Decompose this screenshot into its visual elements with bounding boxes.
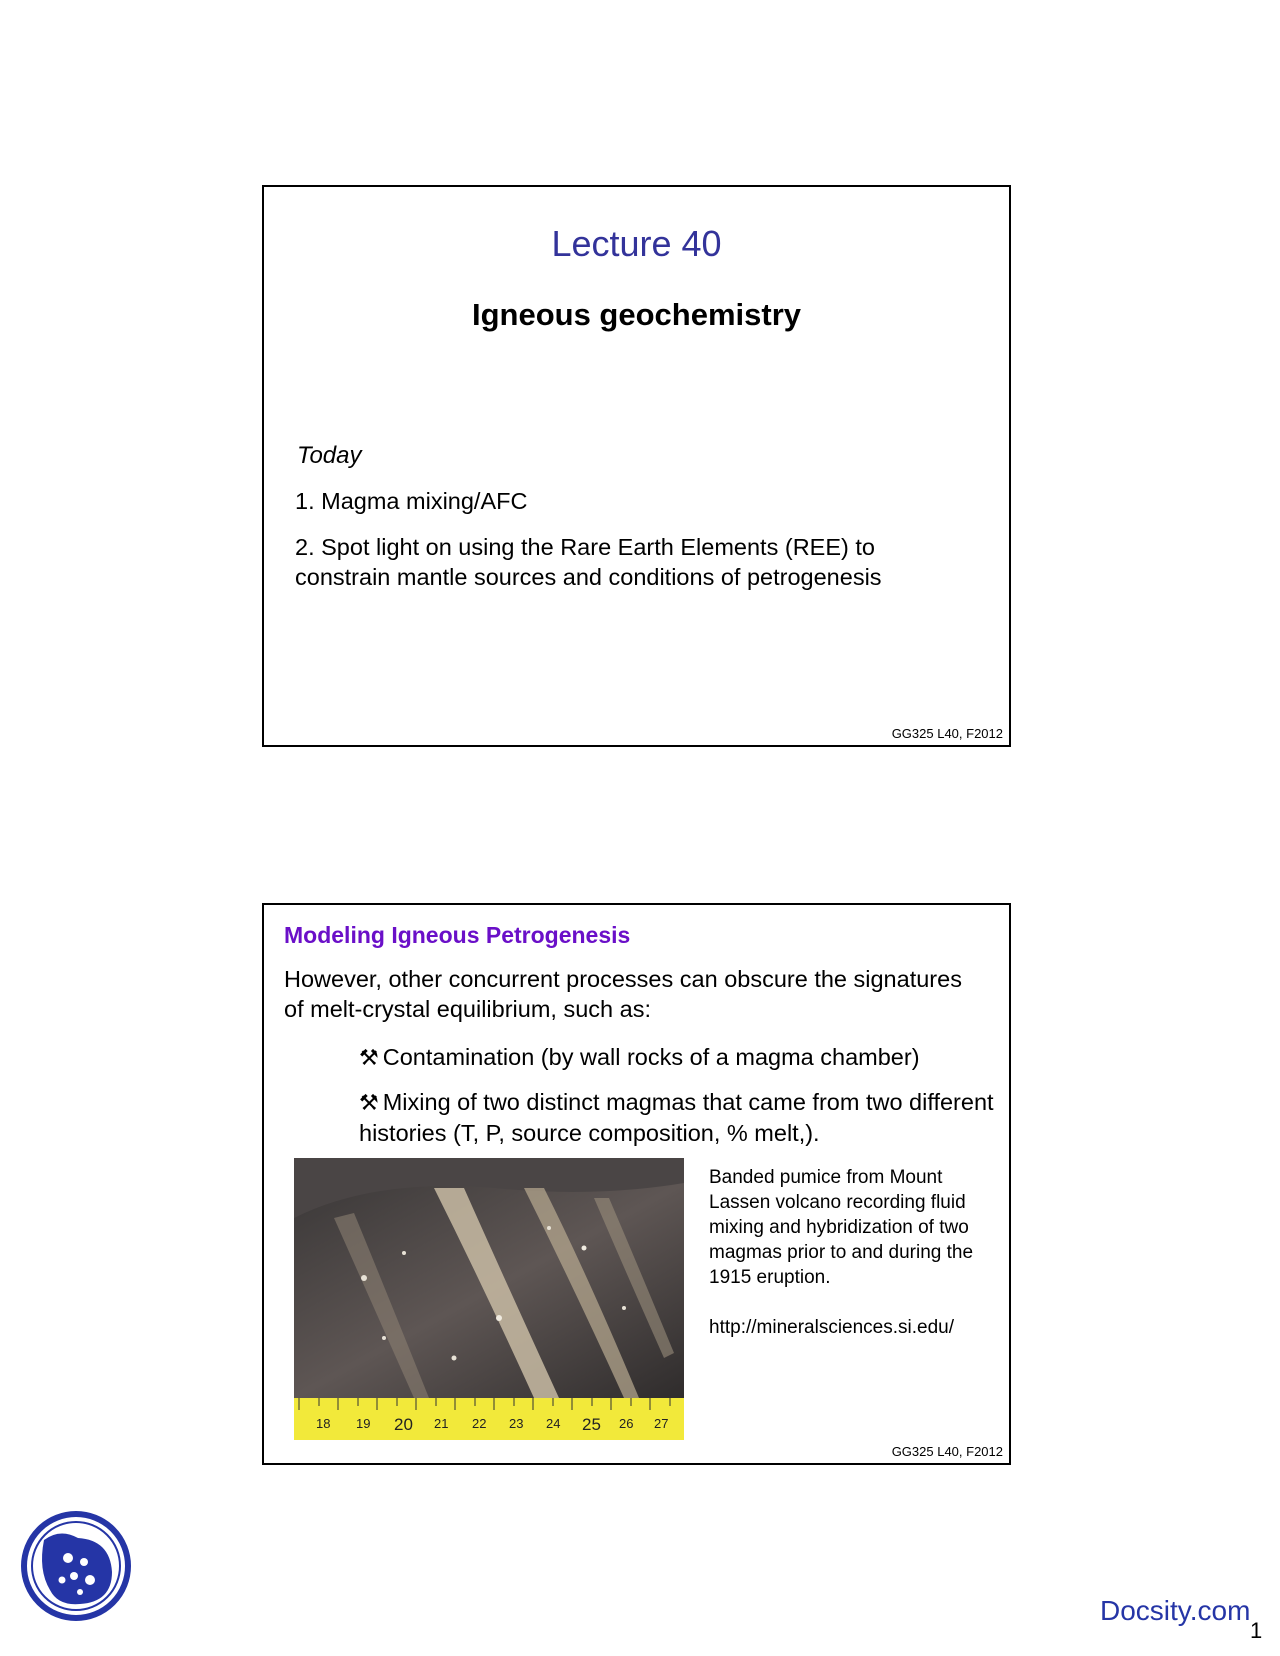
hammer-wrench-icon: ⚒ bbox=[359, 1090, 379, 1115]
slide-2 bbox=[262, 903, 1011, 1465]
bullet-item bbox=[359, 1042, 999, 1073]
bullet-text: Contamination (by wall rocks of a magma chamber) bbox=[382, 1044, 920, 1070]
agenda-item: 2. Spot light on using the Rare Earth Elements (REE) to constrain mantle sources and conditions of petrogenesis bbox=[295, 534, 882, 590]
bullet-item bbox=[359, 1087, 999, 1148]
ruler-label: 18 bbox=[316, 1416, 331, 1431]
slide-intro: However, other concurrent processes can obscure the signatures of melt-crystal equilibrium, such as: bbox=[284, 966, 962, 1022]
hammer-wrench-icon: ⚒ bbox=[359, 1045, 379, 1070]
slide-footer: GG325 L40, F2012 bbox=[891, 726, 1003, 741]
lecture-subtitle: Igneous geochemistry bbox=[471, 297, 802, 332]
ruler-label: 19 bbox=[356, 1416, 371, 1431]
ruler-label: 25 bbox=[582, 1415, 601, 1434]
caption-url: http://mineralsciences.si.edu/ bbox=[709, 1317, 955, 1338]
slide-1 bbox=[262, 185, 1011, 747]
slide-footer: GG325 L40, F2012 bbox=[891, 1444, 1003, 1459]
ruler-label: 27 bbox=[654, 1416, 669, 1431]
ruler-label: 21 bbox=[434, 1416, 449, 1431]
ruler-label: 26 bbox=[619, 1416, 634, 1431]
lecture-title: Lecture 40 bbox=[551, 223, 722, 264]
today-label: Today bbox=[297, 442, 362, 469]
photo-caption bbox=[709, 1165, 999, 1340]
ruler-label: 20 bbox=[394, 1415, 413, 1434]
ruler-label: 23 bbox=[509, 1416, 524, 1431]
ruler-label: 22 bbox=[472, 1416, 487, 1431]
bullet-text: Mixing of two distinct magmas that came from two different histories (T, P, source composition, % melt,). bbox=[359, 1089, 994, 1146]
ruler-label: 24 bbox=[546, 1416, 561, 1431]
slide-heading: Modeling Igneous Petrogenesis bbox=[284, 922, 631, 948]
banded-pumice-photo bbox=[294, 1158, 684, 1440]
docsity-link[interactable]: Docsity.com bbox=[1100, 1595, 1251, 1626]
page-number: 1 bbox=[1250, 1618, 1263, 1643]
agenda-item: 1. Magma mixing/AFC bbox=[295, 488, 528, 514]
caption-text: Banded pumice from Mount Lassen volcano recording fluid mixing and hybridization of two magmas prior to and during the 1915 eruption. bbox=[709, 1167, 974, 1288]
docsity-logo-icon[interactable] bbox=[20, 1510, 132, 1622]
